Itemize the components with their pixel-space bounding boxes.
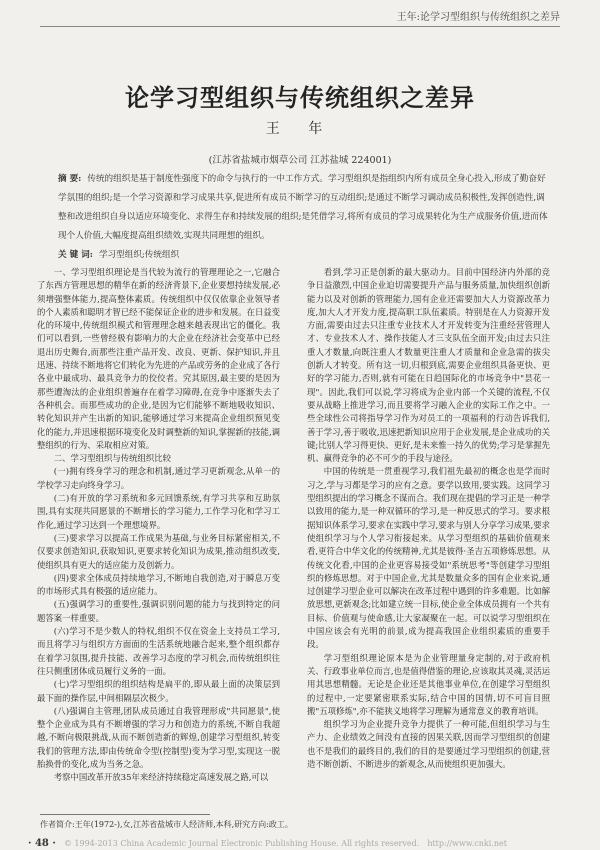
section-heading: 二、学习型组织与传统组织比较: [53, 453, 172, 464]
left-column: [37, 266, 280, 785]
keywords: [58, 248, 552, 260]
footnote-rule: [40, 814, 210, 815]
paragraph: (五)强调学习的重要性,强调识别问题的能力与找到特定的问题答案一样重要。: [37, 599, 280, 623]
paragraph: 考察中国改革开放35年来经济持续稳定高速发展之路,可以: [53, 772, 269, 783]
author-footnote: 作者简介:王年(1972-),女,江苏省盐城市人经济师,本科,研究方向:政工。: [40, 820, 293, 829]
abstract-label: 摘 要:: [58, 174, 82, 184]
right-column: [307, 266, 550, 771]
paragraph: (一)拥有终身学习的理念和机制,通过学习更新观念,从单一的学校学习走向终身学习。: [37, 466, 280, 490]
page-number: · 48 ·: [28, 838, 56, 849]
paragraph: 中国的传统是一贯重视学习,我们祖先最初的概念也是学而时习之,学与习都是学习的应有之意。要学以致用,要实践。这同学习型组织提出的学习概念不谋而合。我们现在提倡的学习正是一种学以致用的能力,是一种双循环的学习,是一种反思式的学习。要求根据知识体系学习,要求在实践中学习,要求与别人分享学习成果,要求使组织学习与个人学习衔接起来。从学习型组织的基础价值观来看,更符合中华文化的传统精神,尤其是彼得·圣吉五项修炼思想。从传统文化看,中国的企业更容易接受如"系统思考"等创建学习型组织的修炼思想。对于中国企业,尤其是数量众多的国有企业来说,通过创建学习型企业可以解决在改革过程中遇到的许多难题。比如解放思想,更新观念;比如建立统一目标,使企业全体成员拥有一个共有目标、价值观与使命感,让大家凝聚在一起。可以说学习型组织在中国应该会有光明的前景,成为提高我国企业组织素质的重要手段。: [307, 466, 550, 650]
website-link[interactable]: http://www.cnki.net: [427, 839, 507, 848]
author-name: 王 年: [265, 121, 335, 137]
paragraph: 一、学习型组织理论是当代较为流行的管理理论之一,它融合了东西方管理思想的精华在新的经济背景下,企业要想持续发展,必须增强整体能力,提高整体素质。传统组织中仅仅依靠企业领导者的个人素质和聪明才智已经不能保证企业的进步和发展。在日益变化的环境中,传统组织模式和管理理念越来越表现出它的僵化。我们可以看到,一些曾经极有影响力的大企业在经济社会变革中已经退出历史舞台,而那些注重产品开发、改良、更新、保护知识,并且迅速、持续不断地将它们转化为先进的产品或劳务的企业成了各行各业中最成功、最具竞争力的佼佼者。究其原因,最主要的是因为那些遭淘汰的企业组织普遍存在着学习障碍,在竞争中逐渐失去了各种机会。而那些成功的企业,是因为它们能够不断地吸收知识、转化知识并产生出新的知识,能够通过学习来提高企业组织预见变化的能力,并迅速根据环境变化及时调整新的知识,掌握新的技能,调整组织的行为、采取相应对策。: [37, 267, 280, 450]
paragraph: 组织学习为企业提升竞争力提供了一种可能,但组织学习与生产力、企业绩效之间没有直接的因果关联,因而学习型组织的创建也不是我们的最终目的,我们的目的是要通过学习型组织的创建,营造不断创新、不断进步的新观念,从而使组织更加强大。: [307, 719, 550, 769]
paragraph: (三)要求学习以提高工作成果为基础,与业务目标紧密相关,不仅要求创造知识,获取知识,更要求转化知识为成果,推动组织改变,使组织具有更大的适应能力及创新力。: [37, 532, 280, 570]
keywords-text: 学习型组织;传统组织: [98, 250, 180, 260]
running-head: 王年:论学习型组织与传统组织之差异: [396, 12, 560, 23]
paragraph: (七)学习型组织的组织结构是扁平的,即从最上面的决策层到最下面的操作层,中间相隔层次极少。: [37, 679, 280, 703]
page-footer: [28, 838, 572, 849]
header-rule: [40, 26, 560, 27]
paper-title: 论学习型组织与传统组织之差异: [125, 83, 475, 112]
paragraph: 学习型组织理论原本是为企业管理量身定制的,对于政府机关、行政事业单位而言,也是值得借鉴的理论,应该取其灵魂,灵活运用其思想精髓。无论是企业还是其他事业单位,在创建学习型组织的过程中,一定要紧密联系实际,结合中国的国情,切不可盲目照搬"五项修炼",亦不能狭义地将学习理解为通常意义的教育培训。: [307, 652, 550, 716]
paragraph: (四)要求全体成员持续地学习,不断地自我创造,对于瞬息万变的市场形式具有极强的适应能力。: [37, 572, 280, 597]
copyright-notice: © 1994-2013 China Academic Journal Electronic Publishing House. All rights reserved.: [63, 839, 420, 848]
paragraph: 看到,学习正是创新的最大驱动力。目前中国经济内外部的竞争日益激烈,中国企业迫切需要提升产品与服务质量,加快组织创新能力以及对创新的管理能力,国有企业还需要加大人力资源改革力度,加大人才开发力度,提高职工队伍素质。特别是在人力资源开发方面,需要由过去只注重专业技术人才开发转变为注重经营管理人才、专业技术人才、操作技能人才三支队伍全面开发;由过去只注重人才数量,向既注重人才数量更注重人才质量和企业急需的拔尖创新人才转变。所有这一切,归根到底,需要企业组织具备更快、更好的学习能力,否则,就有可能在日趋国际化的市场竞争中"昙花一现"。因此,我们可以说,学习将成为企业内部一个关键的流程,不仅要从战略上推进学习,而且要将学习融入企业的实际工作之中。一些全球性公司将指导学习作为对员工的一项福利的行动告诉我们,善于学习,善于吸收,迅速把新知识应用于企业发展,是企业成功的关键;比别人学习得更快、更好,是未来惟一持久的优势;学习是掌握先机、赢得竞争的必不可少的手段与途径。: [307, 267, 550, 464]
paragraph: (八)强调自主管理,团队成员通过自我管理形成"共同愿景",使整个企业成为具有不断增强的学习力和创造力的系统,不断自我超越,不断向极限挑战,从而不断创造新的辉煌,创建学习型组织,转变我们的管理方法,即由传统命令型(控制型)变为学习型,实现这一脱胎换骨的变化,成为当务之急。: [37, 705, 280, 769]
abstract: [58, 170, 552, 246]
paragraph: (二)有开放的学习系统和多元回馈系统,有学习共享和互助氛围,具有实现共同愿景的不断增长的学习能力,工作学习化和学习工作化,通过学习达到一个理想境界。: [37, 493, 280, 530]
paragraph: (六)学习不是少数人的特权,组织不仅在资金上支持员工学习,而且将学习与组织方方面面的生活系统地融合起来,整个组织都存在着学习氛围,提升技能、改善学习态度的学习机会,而传统组织往往只侧重团体成员履行义务的一面。: [37, 626, 280, 676]
abstract-text: 传统的组织是基于制度性强度下的命令与执行的一中工作方式。学习型组织是指组织内所有成员全身心投入,形成了勤奋好学氛围的组织;是一个学习资源和学习成果共享,促进所有成员不断学习的互动组织;是通过不断学习调动成员积极性,发挥创造性,调整和改进组织自身以适应环境变化、求得生存和持续发展的组织;是凭借学习,将所有成员的学习成果转化为生产成服务价值,进而体现个人价值,大幅度提高组织绩效,实现共同理想的组织。: [58, 174, 548, 241]
keywords-label: 关 键 词:: [58, 250, 93, 260]
author-affiliation: (江苏省盐城市烟草公司 江苏盐城 224001): [208, 155, 392, 166]
